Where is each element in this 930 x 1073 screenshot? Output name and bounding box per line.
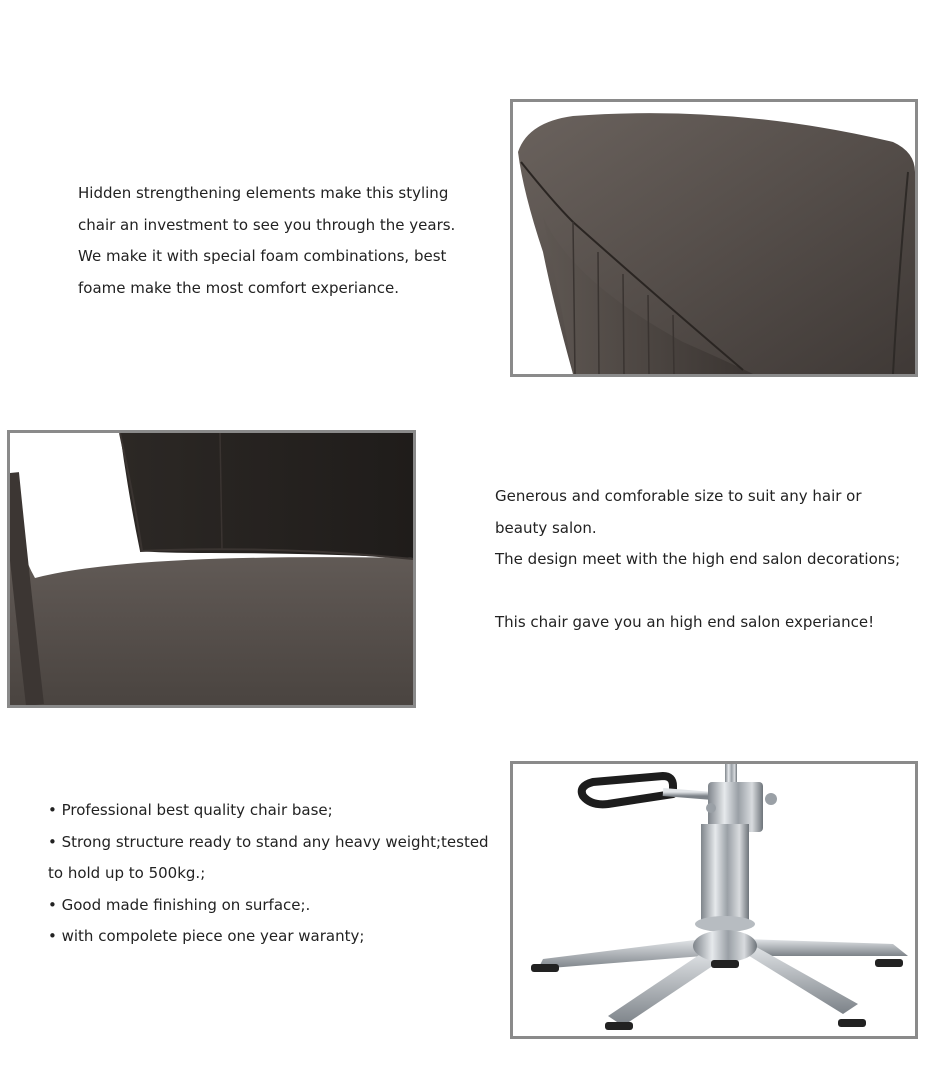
chair-base-photo-icon [513,764,915,1036]
feature-bullet: • Good made finishing on surface;. [48,895,311,914]
feature-bullet: • with compolete piece one year waranty; [48,927,365,945]
chair-base-photo [510,761,918,1039]
feature-bullet-continued: to hold up to 500kg.; [48,864,206,882]
feature-bullet: • Strong structure ready to stand any heavy weight;tested [48,832,489,851]
description-line: We make it with special foam combinations, best [78,247,447,265]
feature-bullet: • Professional best quality chair base; [48,801,333,819]
description-line: Generous and comforable size to suit any hair or [495,487,862,505]
description-line: foame make the most comfort experiance. [78,278,400,297]
description-spacer [495,576,900,608]
description-block-backrest [78,178,455,304]
chair-back-photo [510,99,918,377]
description-block-seat [495,481,900,639]
chair-back-photo-icon [513,102,915,374]
description-line: This chair gave you an high end salon experiance! [495,613,875,631]
description-line: chair an investment to see you through the years. [78,215,456,234]
description-line: The design meet with the high end salon decorations; [495,550,901,568]
description-line: beauty salon. [495,518,597,537]
chair-seat-photo [7,430,416,708]
description-line: Hidden strengthening elements make this styling [78,184,449,202]
chair-seat-photo-icon [10,433,413,705]
description-block-base [48,795,489,953]
